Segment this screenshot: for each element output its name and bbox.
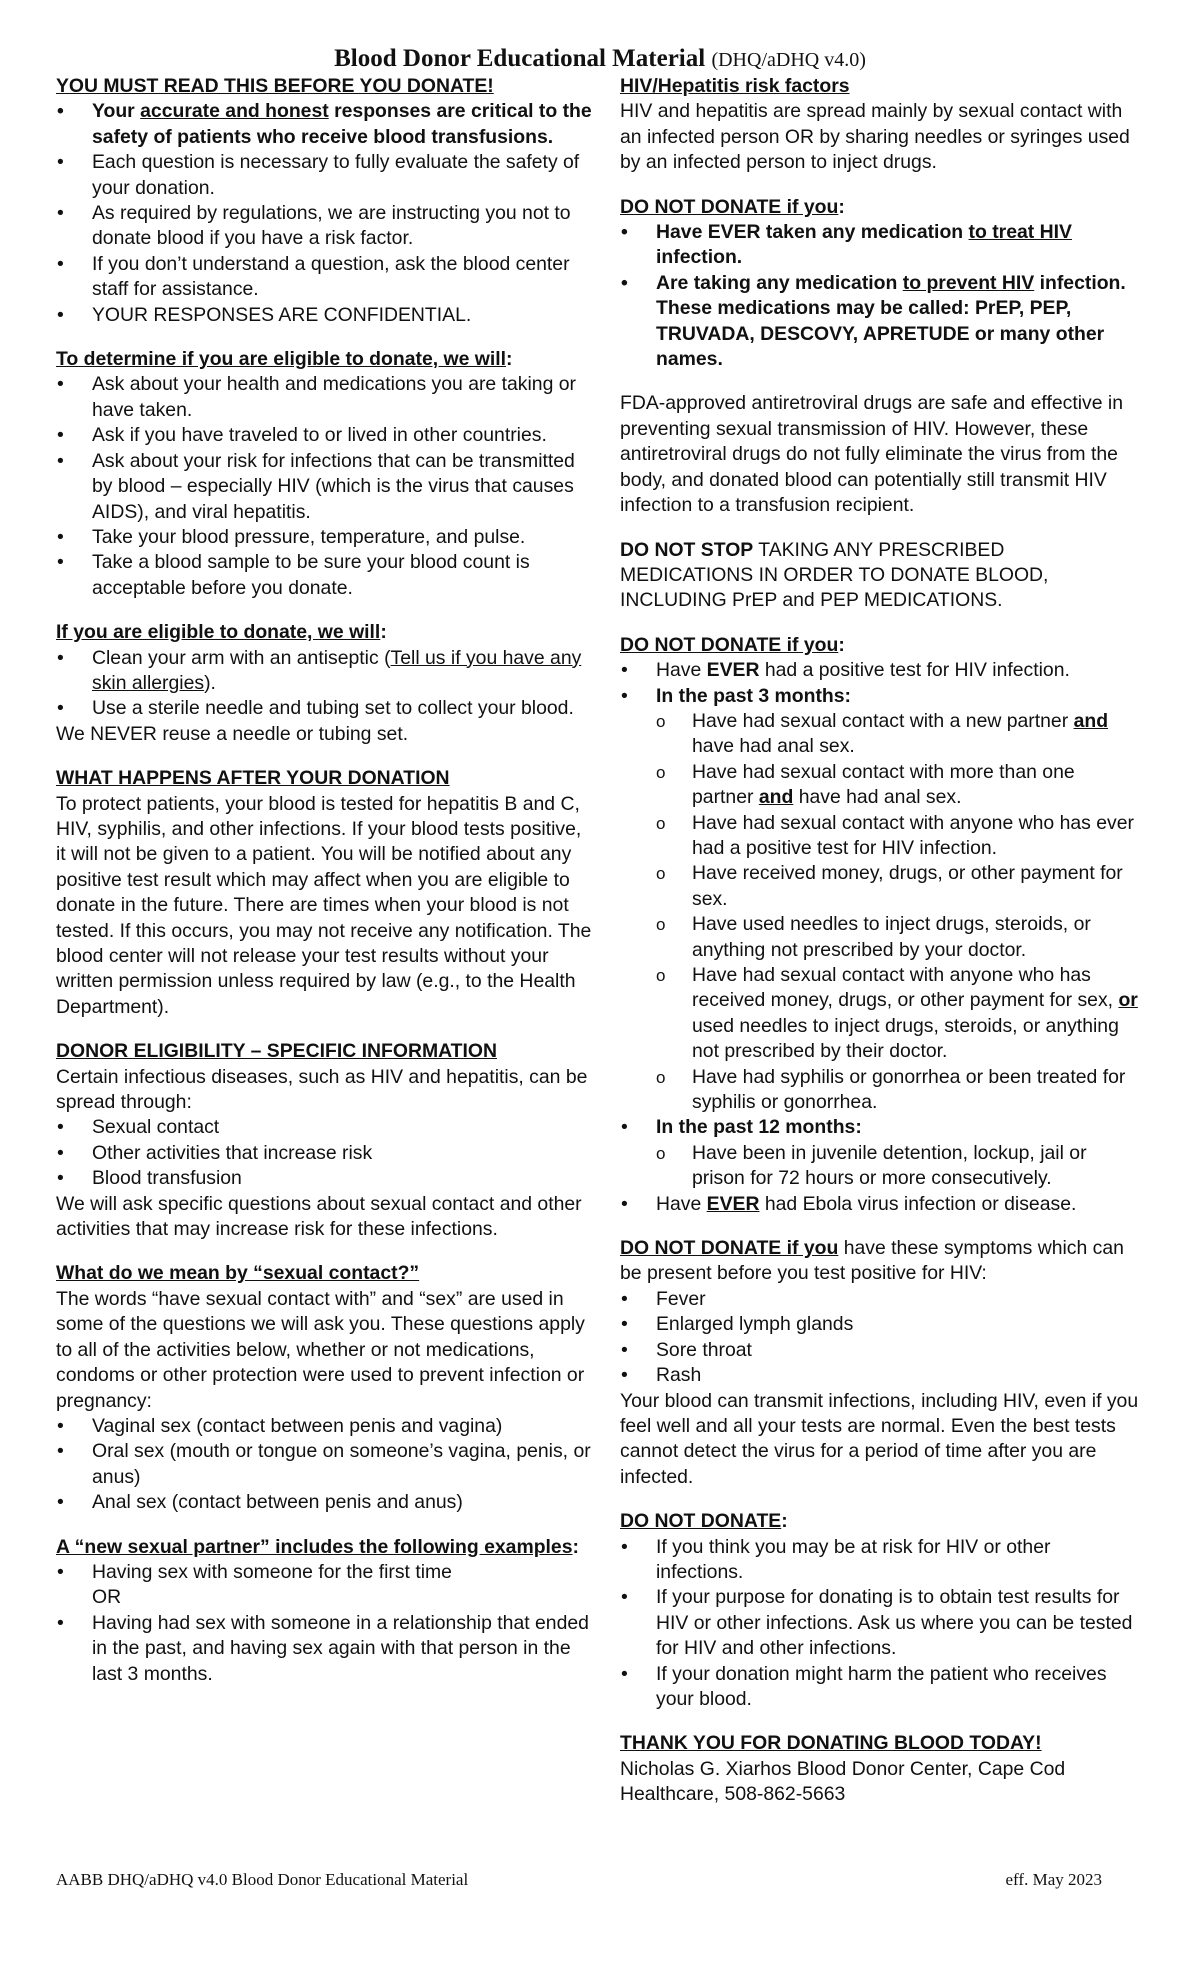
symptoms-section — [620, 1236, 1140, 1490]
determine-section — [56, 347, 592, 601]
fda-section — [620, 391, 1140, 518]
page-title — [0, 44, 1200, 75]
list-item: • If your purpose for donating is to obtain test results for HIV or other infections. Ask us where you can be tested for HIV and other infections. — [620, 1585, 1140, 1661]
eligibility-note: We will ask specific questions about sexual contact and other activities that may increase risk for these infections. — [56, 1192, 582, 1241]
eligibility-heading: DONOR ELIGIBILITY – SPECIFIC INFORMATION — [56, 1040, 497, 1063]
sub-list — [656, 709, 1140, 1116]
sub-list-item: o Have had sexual contact with anyone who has received money, drugs, or other payment for sex, or used needles to inject drugs, steroids, or anything not prescribed by their doctor. — [656, 963, 1140, 1065]
eligibility-section — [56, 1039, 592, 1242]
list-item: • Ask about your health and medications you are taking or have taken. — [56, 372, 592, 423]
eligibility-intro: Certain infectious diseases, such as HIV and hepatitis, can be spread through: — [56, 1065, 588, 1114]
sub-list-item: o Have received money, drugs, or other payment for sex. — [656, 861, 1140, 912]
sub-list-item: o Have had syphilis or gonorrhea or been treated for syphilis or gonorrhea. — [656, 1065, 1140, 1116]
eligible-list — [56, 646, 592, 722]
sub-list-item: o Have been in juvenile detention, lockup, jail or prison for 72 hours or more consecutively. — [656, 1141, 1140, 1192]
sub-list-item: o Have had sexual contact with anyone who has ever had a positive test for HIV infection. — [656, 811, 1140, 862]
after-donation-section — [56, 766, 592, 1020]
thank-you-heading: THANK YOU FOR DONATING BLOOD TODAY! — [620, 1732, 1042, 1755]
list-item: • Anal sex (contact between penis and anus) — [56, 1490, 592, 1515]
new-partner-list — [56, 1560, 592, 1687]
must-read-list — [56, 99, 592, 328]
risk-factors-heading: HIV/Hepatitis risk factors — [620, 75, 850, 97]
list-item: • Other activities that increase risk — [56, 1141, 592, 1166]
do-not-donate-heading: DO NOT DONATE: — [620, 1510, 788, 1533]
sexual-contact-heading: What do we mean by “sexual contact?” — [56, 1262, 420, 1285]
do-not-donate-heading: DO NOT DONATE if you: — [620, 633, 845, 656]
list-item: • Have EVER had Ebola virus infection or disease. — [620, 1192, 1140, 1217]
footer-right: eff. May 2023 — [1005, 1870, 1102, 1889]
sub-list-item: o Have had sexual contact with more than one partner and have had anal sex. — [656, 760, 1140, 811]
list-item: • If your donation might harm the patient who receives your blood. — [620, 1662, 1140, 1713]
list-item: • Having sex with someone for the first time OR — [56, 1560, 592, 1611]
thank-you-section — [620, 1731, 1140, 1807]
list-item: • YOUR RESPONSES ARE CONFIDENTIAL. — [56, 303, 592, 328]
list-item: • Vaginal sex (contact between penis and vagina) — [56, 1414, 592, 1439]
right-column — [620, 74, 1140, 1827]
do-not-stop-section — [620, 538, 1140, 614]
list-item: • Your accurate and honest responses are critical to the safety of patients who receive blood transfusions. — [56, 99, 592, 150]
list-item: • Blood transfusion — [56, 1166, 592, 1191]
eligible-heading: If you are eligible to donate, we will: — [56, 621, 387, 644]
list-item: • Are taking any medication to prevent HIV infection. These medications may be called: PrEP, PEP, TRUVADA, DESCOVY, APRETUDE or many other names. — [620, 271, 1140, 373]
contact-info: Nicholas G. Xiarhos Blood Donor Center, Cape Cod Healthcare, 508-862-5663 — [620, 1757, 1066, 1806]
list-item: • If you think you may be at risk for HIV or other infections. — [620, 1535, 1140, 1586]
title-text: Blood Donor Educational Material — [334, 45, 706, 72]
eligible-section — [56, 620, 592, 747]
list-item: • If you don’t understand a question, ask the blood center staff for assistance. — [56, 252, 592, 303]
sub-list — [656, 1141, 1140, 1192]
sub-list-item: o Have had sexual contact with a new partner and have had anal sex. — [656, 709, 1140, 760]
list-item: • Clean your arm with an antiseptic (Tell us if you have any skin allergies). — [56, 646, 592, 697]
list-item: • Ask if you have traveled to or lived in other countries. — [56, 423, 592, 448]
list-item: • Use a sterile needle and tubing set to collect your blood. — [56, 696, 592, 721]
list-item: • Sexual contact — [56, 1115, 592, 1140]
list-item: • Have EVER had a positive test for HIV infection. — [620, 658, 1140, 683]
risk-factors-text: HIV and hepatitis are spread mainly by sexual contact with an infected person OR by sharing needles or syringes used by an infected person to inject drugs. — [620, 100, 1130, 174]
left-column — [56, 74, 592, 1706]
new-partner-section — [56, 1535, 592, 1687]
risk-list — [620, 658, 1140, 1217]
title-version: (DHQ/aDHQ v4.0) — [711, 49, 866, 71]
symptoms-list — [620, 1287, 1140, 1389]
determine-heading: To determine if you are eligible to donate, we will: — [56, 348, 513, 371]
list-item: • Enlarged lymph glands — [620, 1312, 1140, 1337]
must-read-section — [56, 74, 592, 328]
sexual-contact-text: The words “have sexual contact with” and “sex” are used in some of the questions we will ask you. These questions apply to all of the activities below, whether or not medications, condoms or other protection were used to prevent infection or pregnancy: — [56, 1287, 585, 1412]
do-not-donate-heading: DO NOT DONATE if you: — [620, 195, 845, 218]
eligibility-list — [56, 1115, 592, 1191]
list-item: • Having had sex with someone in a relationship that ended in the past, and having sex again with that person in the last 3 months. — [56, 1611, 592, 1687]
fda-text: FDA-approved antiretroviral drugs are safe and effective in preventing sexual transmission of HIV. However, these antiretroviral drugs do not fully eliminate the virus from the body, and donated blood can potentially still transmit HIV infection to a transfusion recipient. — [620, 392, 1123, 517]
list-item: • Ask about your risk for infections that can be transmitted by blood – especially HIV (which is the virus that causes AIDS), and viral hepatitis. — [56, 449, 592, 525]
sub-list-item: o Have used needles to inject drugs, steroids, or anything not prescribed by your doctor. — [656, 912, 1140, 963]
list-item: • Each question is necessary to fully evaluate the safety of your donation. — [56, 150, 592, 201]
symptoms-note: Your blood can transmit infections, including HIV, even if you feel well and all your tests are normal. Even the best tests cannot detect the virus for a period of time after you are infected. — [620, 1389, 1139, 1488]
after-donation-text: To protect patients, your blood is tested for hepatitis B and C, HIV, syphilis, and other infections. If your blood tests positive, it will not be given to a patient. You will be notified about any positive test result which may affect when you are eligible to donate in the future. There are times when your blood is not tested. If this occurs, you may not receive any notification. The blood center will not release your test results without your written permission unless required by law (e.g., to the Health Department). — [56, 792, 592, 1018]
list-item: • Rash — [620, 1363, 1140, 1388]
determine-list — [56, 372, 592, 601]
eligible-note: We NEVER reuse a needle or tubing set. — [56, 722, 409, 745]
symptoms-heading: DO NOT DONATE if you have these symptoms which can be present before you test positive for HIV: — [620, 1237, 1124, 1285]
do-not-donate-risk-section — [620, 633, 1140, 1217]
footer-left: AABB DHQ/aDHQ v4.0 Blood Donor Educational Material — [56, 1870, 469, 1889]
list-item: • Sore throat — [620, 1338, 1140, 1363]
must-read-heading: YOU MUST READ THIS BEFORE YOU DONATE! — [56, 75, 494, 97]
do-not-donate-general-section — [620, 1509, 1140, 1712]
list-item: • In the past 12 months: o Have been in juvenile detention, lockup, jail or prison for 72 hours or more consecutively. — [620, 1115, 1140, 1191]
sexual-contact-list — [56, 1414, 592, 1516]
list-item: • In the past 3 months: o Have had sexual contact with a new partner and have had anal sex. o Have had sexual contact with more than one partner and have had anal sex. o Have had sexual contact with anyone who has ever had a positive test for HIV infection. o Have received money, drugs, or other payment for sex. o Have used needles to inject drugs, steroids, or anything not prescribed by your doctor. o Have had sexual contact with anyone who has received money, drugs, or other payment for sex, or used needles to inject drugs, steroids, or anything not prescribed by their doctor. o Have had syphilis or gonorrhea or been treated for syphilis or gonorrhea. — [620, 684, 1140, 1116]
medication-list — [620, 220, 1140, 372]
sexual-contact-section — [56, 1261, 592, 1515]
after-donation-heading: WHAT HAPPENS AFTER YOUR DONATION — [56, 767, 450, 790]
general-list — [620, 1535, 1140, 1713]
list-item: • Take your blood pressure, temperature, and pulse. — [56, 525, 592, 550]
risk-factors-section — [620, 74, 1140, 176]
list-item: • Oral sex (mouth or tongue on someone’s vagina, penis, or anus) — [56, 1439, 592, 1490]
list-item: • As required by regulations, we are instructing you not to donate blood if you have a risk factor. — [56, 201, 592, 252]
do-not-donate-medication-section — [620, 195, 1140, 373]
do-not-stop-text: DO NOT STOP TAKING ANY PRESCRIBED MEDICATIONS IN ORDER TO DONATE BLOOD, INCLUDING PrEP and PEP MEDICATIONS. — [620, 538, 1049, 612]
list-item: • Take a blood sample to be sure your blood count is acceptable before you donate. — [56, 550, 592, 601]
list-item: • Fever — [620, 1287, 1140, 1312]
new-partner-heading: A “new sexual partner” includes the following examples: — [56, 1535, 579, 1558]
list-item: • Have EVER taken any medication to treat HIV infection. — [620, 220, 1140, 271]
